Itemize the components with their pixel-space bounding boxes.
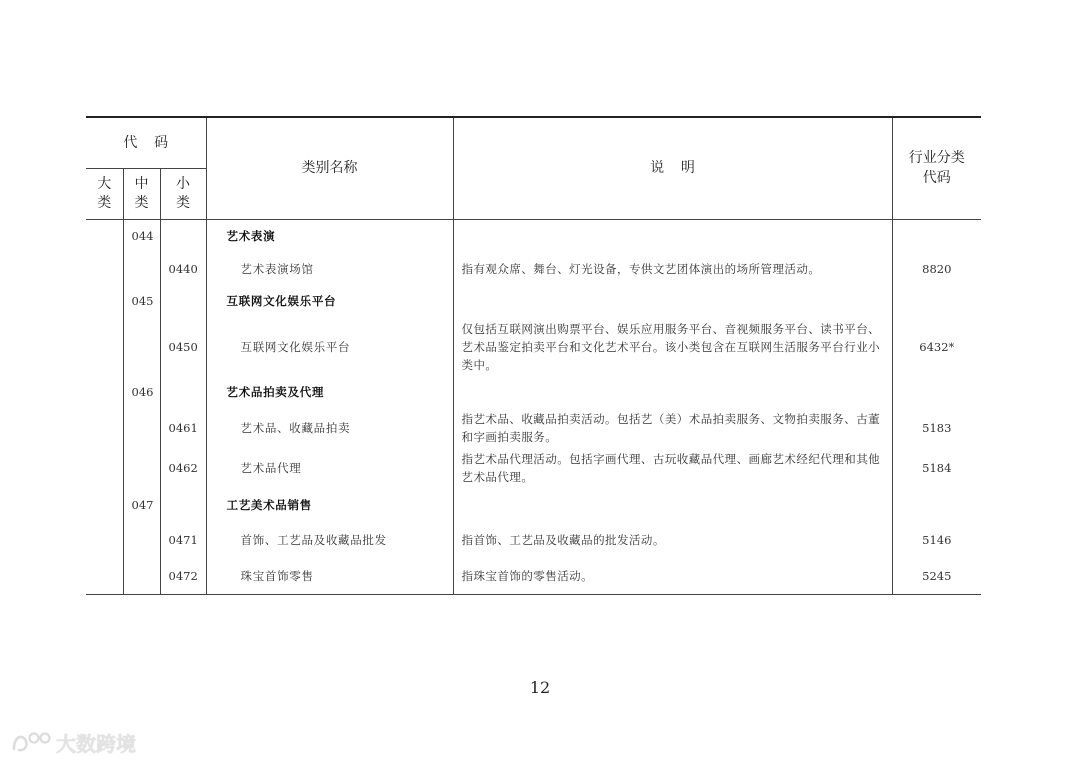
industry-code: 8820	[892, 252, 981, 285]
category-description	[453, 376, 892, 408]
small-class-code	[160, 376, 206, 408]
watermark	[10, 727, 136, 757]
industry-code-header-line: 行业分类	[908, 150, 965, 167]
category-description	[453, 488, 892, 522]
small-class-header-line: 类	[176, 194, 190, 211]
small-class-code: 0472	[160, 558, 206, 594]
small-class-code	[160, 285, 206, 317]
table-row	[86, 252, 981, 285]
industry-code: 5183	[892, 408, 981, 448]
category-description: 指艺术品代理活动。包括字画代理、古玩收藏品代理、画廊艺术经纪代理和其他艺术品代理。	[453, 448, 892, 488]
mid-class-header-line: 类	[134, 194, 149, 211]
category-description	[453, 219, 892, 252]
category-name: 互联网文化娱乐平台	[206, 285, 453, 317]
table-row	[86, 522, 981, 558]
mid-class-code	[123, 522, 160, 558]
category-description: 指珠宝首饰的零售活动。	[453, 558, 892, 594]
major-class-cell	[86, 448, 123, 488]
mid-class-code	[123, 558, 160, 594]
major-class-header	[86, 168, 123, 219]
industry-code-header-line: 代码	[922, 170, 951, 187]
page-number: 12	[529, 678, 551, 697]
category-name: 艺术表演场馆	[206, 252, 453, 285]
category-name: 艺术表演	[206, 219, 453, 252]
industry-code: 5184	[892, 448, 981, 488]
major-class-cell	[86, 317, 123, 376]
category-name-header: 类别名称	[206, 117, 453, 219]
table-row	[86, 376, 981, 408]
small-class-header	[160, 168, 206, 219]
mid-class-code: 046	[123, 376, 160, 408]
classification-table	[86, 116, 981, 595]
table-row	[86, 219, 981, 252]
small-class-code: 0462	[160, 448, 206, 488]
industry-code	[892, 376, 981, 408]
small-class-code	[160, 488, 206, 522]
major-class-cell	[86, 285, 123, 317]
category-name: 互联网文化娱乐平台	[206, 317, 453, 376]
category-name: 珠宝首饰零售	[206, 558, 453, 594]
industry-code: 5146	[892, 522, 981, 558]
major-class-cell	[86, 408, 123, 448]
industry-code: 6432*	[892, 317, 981, 376]
table-row	[86, 448, 981, 488]
category-description	[453, 285, 892, 317]
category-name: 艺术品拍卖及代理	[206, 376, 453, 408]
category-description: 仅包括互联网演出购票平台、娱乐应用服务平台、音视频服务平台、读书平台、艺术品鉴定拍卖平台和文化艺术平台。该小类包含在互联网生活服务平台行业小类中。	[453, 317, 892, 376]
industry-code	[892, 285, 981, 317]
mid-class-code	[123, 448, 160, 488]
major-class-cell	[86, 522, 123, 558]
category-description: 指首饰、工艺品及收藏品的批发活动。	[453, 522, 892, 558]
description-header: 说明	[453, 117, 892, 219]
small-class-header-line: 小	[176, 175, 190, 192]
major-class-cell	[86, 558, 123, 594]
mid-class-code	[123, 252, 160, 285]
small-class-code	[160, 219, 206, 252]
mid-class-code	[123, 317, 160, 376]
brand-logo-icon	[10, 729, 52, 755]
category-name: 艺术品代理	[206, 448, 453, 488]
mid-class-code: 047	[123, 488, 160, 522]
industry-code: 5245	[892, 558, 981, 594]
major-class-cell	[86, 219, 123, 252]
category-description: 指有观众席、舞台、灯光设备，专供文艺团体演出的场所管理活动。	[453, 252, 892, 285]
table-row	[86, 488, 981, 522]
table-row	[86, 408, 981, 448]
major-class-header-line: 大	[97, 175, 112, 192]
mid-class-code: 044	[123, 219, 160, 252]
table-row	[86, 558, 981, 594]
code-group-header: 代码	[86, 117, 206, 168]
industry-code-header	[892, 117, 981, 219]
major-class-cell	[86, 252, 123, 285]
major-class-cell	[86, 488, 123, 522]
industry-code	[892, 219, 981, 252]
table-row	[86, 285, 981, 317]
small-class-code: 0471	[160, 522, 206, 558]
mid-class-code: 045	[123, 285, 160, 317]
mid-class-header	[123, 168, 160, 219]
major-class-cell	[86, 376, 123, 408]
category-description: 指艺术品、收藏品拍卖活动。包括艺（美）术品拍卖服务、文物拍卖服务、古董和字画拍卖服务。	[453, 408, 892, 448]
mid-class-code	[123, 408, 160, 448]
industry-code	[892, 488, 981, 522]
small-class-code: 0461	[160, 408, 206, 448]
table-row	[86, 317, 981, 376]
watermark-text: 大数跨境	[56, 731, 136, 756]
small-class-code: 0450	[160, 317, 206, 376]
small-class-code: 0440	[160, 252, 206, 285]
category-name: 首饰、工艺品及收藏品批发	[206, 522, 453, 558]
major-class-header-line: 类	[97, 194, 112, 211]
mid-class-header-line: 中	[134, 175, 149, 192]
category-name: 艺术品、收藏品拍卖	[206, 408, 453, 448]
category-name: 工艺美术品销售	[206, 488, 453, 522]
